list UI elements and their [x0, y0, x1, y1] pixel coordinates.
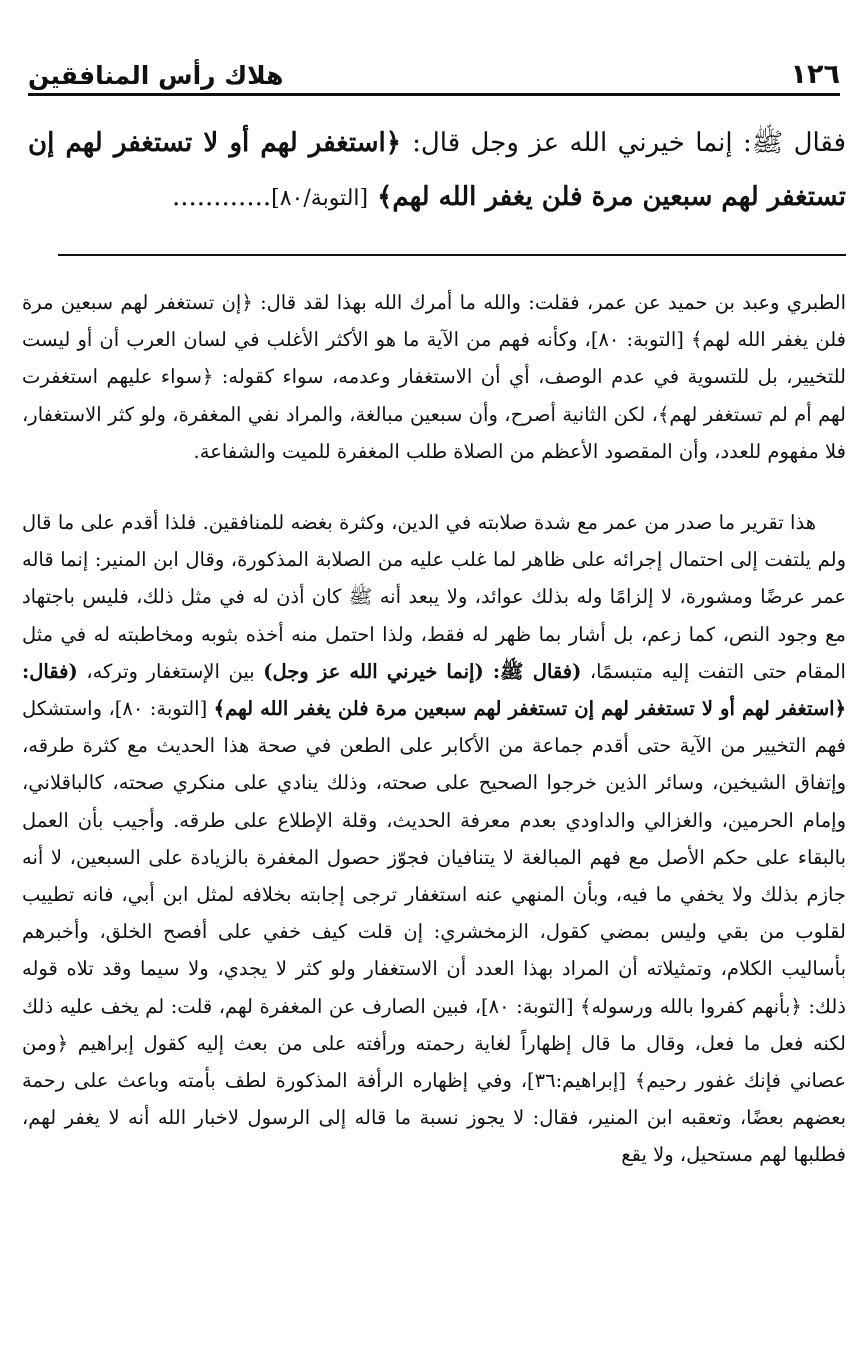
paragraph-2-bold-2: (فقال: ﴿استغفر لهم أو لا تستغفر لهم إن تستغفر لهم سبعين مرة فلن يغفر الله لهم﴾	[22, 659, 847, 721]
commentary-paragraph-1: الطبري وعبد بن حميد عن عمر، فقلت: والله ما أمرك الله بهذا لقد قال: ﴿إن تستغفر لهم سبعين مرة فلن يغفر الله لهم﴾ [التوبة: ٨٠]، وكأنه فهم من الآية ما هو الأكثر الأغلب في لسان العرب أن أو ليست للتخيير، بل للتسوية في عدم الوصف، أي أن الاستغفار وعدمه، سواء كقوله: ﴿سواء عليهم استغفرت لهم أم لم تستغفر لهم﴾، لكن الثانية أصرح، وأن سبعين مبالغة، والمراد نفي المغفرة، ولو كثر الاستغفار، فلا مفهوم للعدد، وأن المقصود الأعظم من الصلاة طلب المغفرة للميت والشفاعة.	[22, 291, 846, 463]
section-divider	[58, 254, 846, 256]
running-title: هلاك رأس المنافقين	[28, 61, 284, 90]
hadith-intro: فقال ﷺ: إنما خيرني الله عز وجل قال:	[412, 128, 847, 158]
running-header	[28, 48, 840, 88]
hadith-text	[28, 116, 846, 226]
trailing-dots: ............	[171, 182, 272, 212]
commentary	[22, 284, 846, 1174]
commentary-paragraph-2	[22, 504, 846, 1174]
page-number: ١٢٦	[790, 59, 840, 90]
header-rule	[28, 93, 840, 96]
paragraph-2-text-3: [التوبة: ٨٠]، واستشكل فهم التخيير من الآية حتى أقدم جماعة من الأكابر على الطعن في صحة هذا الحديث مع كثرة طرقه، وإتفاق الشيخين، وسائر الذين خرجوا الصحيح على صحته، وذلك ينادي على منكري صحته، كالباقلاني، وإمام الحرمين، والغزالي والداودي بعدم معرفة الحديث، وقلة الإطلاع على طرقه. وأجيب بأن العمل بالبقاء على حكم الأصل مع فهم المبالغة لا يتنافيان فجوّز حصول المغفرة بالزيادة على السبعين، لا أنه جازم بذلك ولا يخفي ما فيه، وبأن المنهي عنه استغفار ترجى إجابته بخلافه لمثل ابن أبي، فانه تطييب لقلوب من بقي وليس بمضي كقول، الزمخشري: إن قلت كيف خفي على أفصح الخلق، وأخبرهم بأساليب الكلام، وتمثيلاته أن المراد بهذا العدد أن الاستغفار ولو كثر لا يجدي، ولا سيما وقد تلاه قوله ذلك: ﴿بأنهم كفروا بالله ورسوله﴾ [التوبة: ٨٠]، فبين الصارف عن المغفرة لهم، قلت: لم يخف عليه ذلك لكنه فعل ما فعل، وقال ما قال إظهاراً لغاية رحمته ورأفته على من بعث إليه كقول إبراهيم ﴿ومن عصاني فإنك غفور رحيم﴾ [إبراهيم:٣٦]، وفي إظهاره الرأفة المذكورة لطف بأمته وباعث على رحمة بعضهم بعضًا، وتعقبه ابن المنير، فقال: لا يجوز نسبة ما قاله إلى الرسول لاخبار الله أنه لا يغفر لهم، فطلبها لهم مستحيل، ولا يقع	[22, 697, 846, 1167]
paragraph-2-text-2: بين الإستغفار وتركه،	[86, 659, 255, 683]
paragraph-2-bold-1: (فقال ﷺ: (إنما خيرني الله عز وجل)	[263, 659, 582, 683]
paragraph-2-text-1: هذا تقرير ما صدر من عمر مع شدة صلابته في الدين، وكثرة بغضه للمنافقين. فلذا أقدم على ما قال ولم يلتفت إلى احتمال إجرائه على ظاهر لما غلب عليه من الصلابة المذكورة، وقال ابن المنير: إنما قاله عمر عرضًا ومشورة، لا إلزامًا وله بذلك عوائد، ولا يبعد أنه ﷺ كان أذن له في مثل ذلك، فليس باجتهاد مع وجود النص، كما زعم، بل أشار بما ظهر له فقط، ولذا احتمل منه أخذه بثوبه ومخاطبته له في مثل المقام حتى التفت إليه متبسمًا،	[22, 511, 846, 683]
verse-reference: [التوبة/٨٠]	[271, 186, 369, 211]
quran-verse: ﴿استغفر لهم أو لا تستغفر لهم إن تستغفر لهم سبعين مرة فلن يغفر الله لهم﴾	[28, 128, 846, 212]
